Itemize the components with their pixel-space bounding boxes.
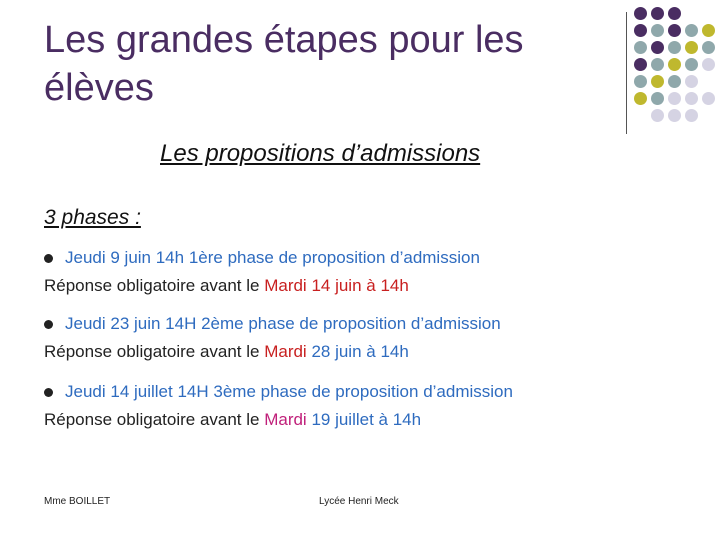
decorative-dot (651, 92, 664, 105)
deadline-date: 14 juin à 14h (306, 276, 409, 295)
decorative-dot (685, 92, 698, 105)
response-text: Réponse obligatoire avant le (44, 342, 265, 361)
decorative-dot (685, 75, 698, 88)
phase-response (44, 272, 704, 300)
decorative-dot (668, 75, 681, 88)
decorative-dot (702, 109, 715, 122)
decorative-dot (685, 58, 698, 71)
phase-date: Jeudi 9 juin 14h (65, 248, 185, 267)
decorative-dot (651, 109, 664, 122)
slide-subtitle: Les propositions d’admissions (160, 140, 481, 167)
decorative-dot (668, 7, 681, 20)
phase-description: 3ème phase de proposition d’admission (208, 382, 513, 401)
decorative-dot (702, 58, 715, 71)
decorative-dot (685, 41, 698, 54)
response-text: Réponse obligatoire avant le (44, 410, 265, 429)
bullet-icon (44, 388, 53, 397)
phase-response (44, 406, 704, 434)
decorative-dot (634, 41, 647, 54)
decorative-dot (651, 41, 664, 54)
decorative-dot (702, 7, 715, 20)
decorative-dot (634, 24, 647, 37)
decorative-dot (634, 7, 647, 20)
bullet-icon (44, 320, 53, 329)
decorative-dot (634, 109, 647, 122)
phase-description: 2ème phase de proposition d’admission (196, 314, 501, 333)
phase-item-3 (44, 378, 704, 434)
phase-date: Jeudi 14 juillet 14H (65, 382, 209, 401)
deadline-day: Mardi (264, 410, 307, 429)
decorative-dot (685, 24, 698, 37)
decorative-dot (634, 75, 647, 88)
decorative-dot (651, 58, 664, 71)
phase-response (44, 338, 704, 366)
decorative-dot (668, 109, 681, 122)
decorative-dot (668, 41, 681, 54)
deadline-day: Mardi (264, 342, 307, 361)
phase-item-2 (44, 310, 704, 366)
decorative-divider (626, 12, 627, 134)
deadline-day: Mardi (264, 276, 307, 295)
phase-item-1 (44, 244, 704, 300)
decorative-dot (685, 7, 698, 20)
phase-date: Jeudi 23 juin 14H (65, 314, 197, 333)
footer-author: Mme BOILLET (44, 496, 111, 507)
decorative-dot (668, 58, 681, 71)
decorative-dot (634, 58, 647, 71)
deadline-date: 19 juillet à 14h (306, 410, 422, 429)
decorative-dot (702, 75, 715, 88)
decorative-dot (651, 7, 664, 20)
decorative-dot (651, 24, 664, 37)
decorative-dot (668, 24, 681, 37)
phase-description: 1ère phase de proposition d’admission (184, 248, 480, 267)
slide-title: Les grandes étapes pour les élèves (44, 19, 524, 109)
decorative-dot (702, 41, 715, 54)
phases-heading: 3 phases : (44, 206, 141, 229)
response-text: Réponse obligatoire avant le (44, 276, 265, 295)
decorative-dot (634, 92, 647, 105)
bullet-icon (44, 254, 53, 263)
deadline-date: 28 juin à 14h (306, 342, 409, 361)
decorative-dot (685, 109, 698, 122)
decorative-dot (668, 92, 681, 105)
decorative-dot-grid (634, 7, 716, 123)
decorative-dot (651, 75, 664, 88)
footer-school: Lycée Henri Meck (319, 496, 399, 507)
decorative-dot (702, 92, 715, 105)
decorative-dot (702, 24, 715, 37)
